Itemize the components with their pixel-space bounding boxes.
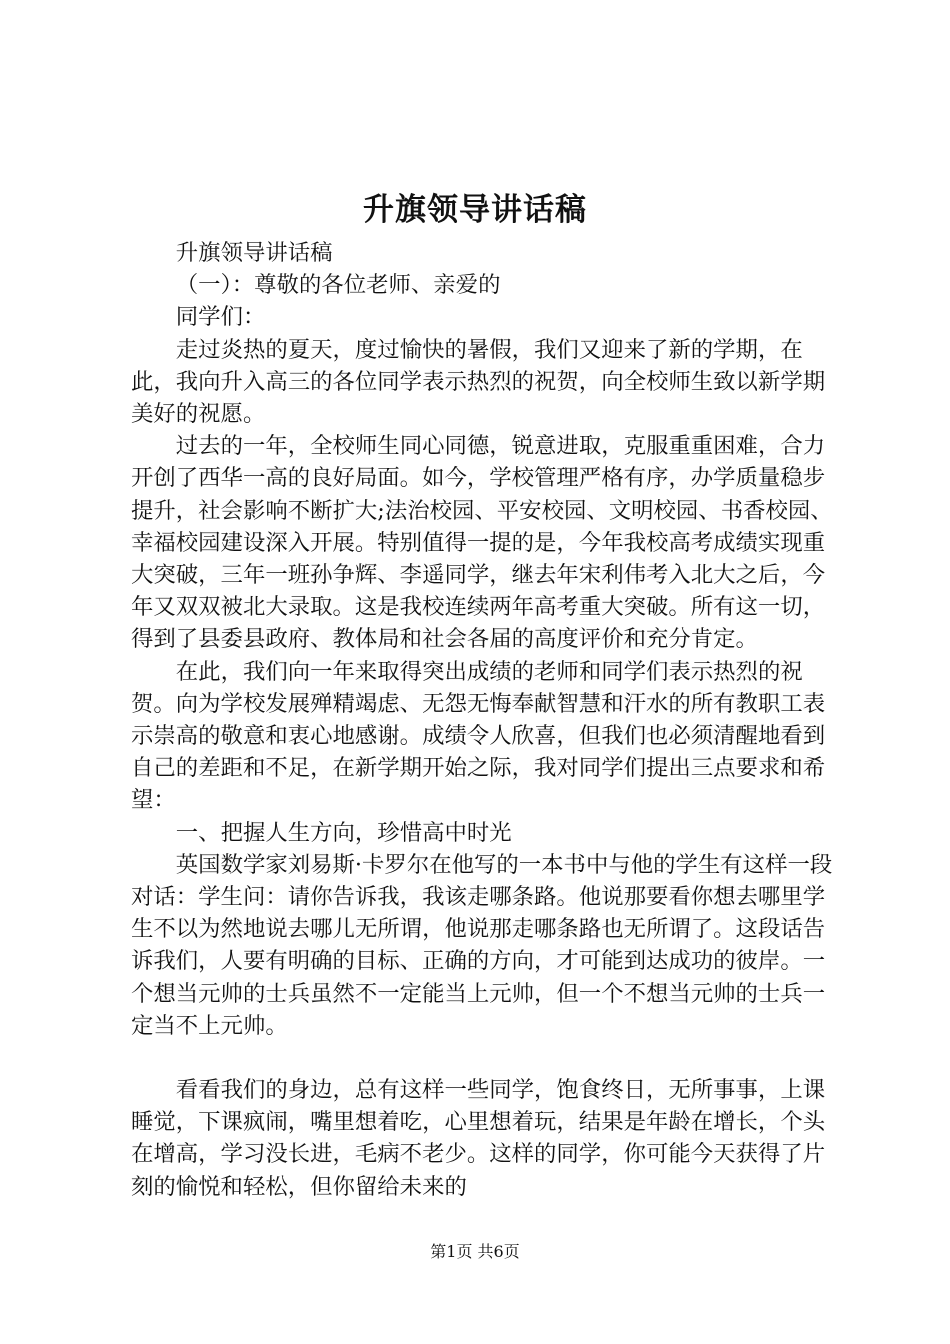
page-footer: 第1页 共6页 [430,1242,520,1261]
body-paragraph: 走过炎热的夏天，度过愉快的暑假，我们又迎来了新的学期，在此，我向升入高三的各位同学表示热烈的祝贺，向全校师生致以新学期美好的祝愿。 [131,336,826,428]
body-paragraph: 过去的一年，全校师生同心同德，锐意进取，克服重重困难，合力开创了西华一高的良好局面。如今，学校管理严格有序，办学质量稳步提升，社会影响不断扩大;法治校园、平安校园、文明校园、书香校园、幸福校园建设深入开展。特别值得一提的是，今年我校高考成绩实现重大突破，三年一班孙争辉、李遥同学，继去年宋利伟考入北大之后，今年又双双被北大录取。这是我校连续两年高考重大突破。所有这一切，得到了县委县政府、教体局和社会各届的高度评价和充分肯定。 [131,433,833,653]
body-paragraph: （一）：尊敬的各位老师、亲爱的 [175,272,501,299]
document-title: 升旗领导讲话稿 [363,192,587,228]
body-paragraph: 英国数学家刘易斯·卡罗尔在他写的一本书中与他的学生有这样一段对话：学生问：请你告诉我，我该走哪条路。他说那要看你想去哪里学生不以为然地说去哪儿无所谓，他说那走哪条路也无所谓了。这段话告诉我们，人要有明确的目标、正确的方向，才可能到达成功的彼岸。一个想当元帅的士兵虽然不一定能当上元帅，但一个不想当元帅的士兵一定当不上元帅。 [131,851,833,1039]
body-paragraph: 同学们： [175,304,266,331]
body-paragraph: 在此，我们向一年来取得突出成绩的老师和同学们表示热烈的祝贺。向为学校发展殚精竭虑、无怨无悔奉献智慧和汗水的所有教职工表示崇高的敬意和衷心地感谢。成绩令人欣喜，但我们也必须清醒地看到自己的差距和不足，在新学期开始之际，我对同学们提出三点要求和希望： [131,658,826,814]
section-heading: 一、把握人生方向，珍惜高中时光 [175,819,512,846]
body-paragraph: 升旗领导讲话稿 [175,240,333,266]
body-paragraph: 看看我们的身边，总有这样一些同学，饱食终日，无所事事，上课睡觉，下课疯闹，嘴里想着吃，心里想着玩，结果是年龄在增长，个头在增高，学习没长进，毛病不老少。这样的同学，你可能今天获得了片刻的愉悦和轻松，但你留给未来的 [131,1077,826,1200]
document-body [131,237,836,1203]
